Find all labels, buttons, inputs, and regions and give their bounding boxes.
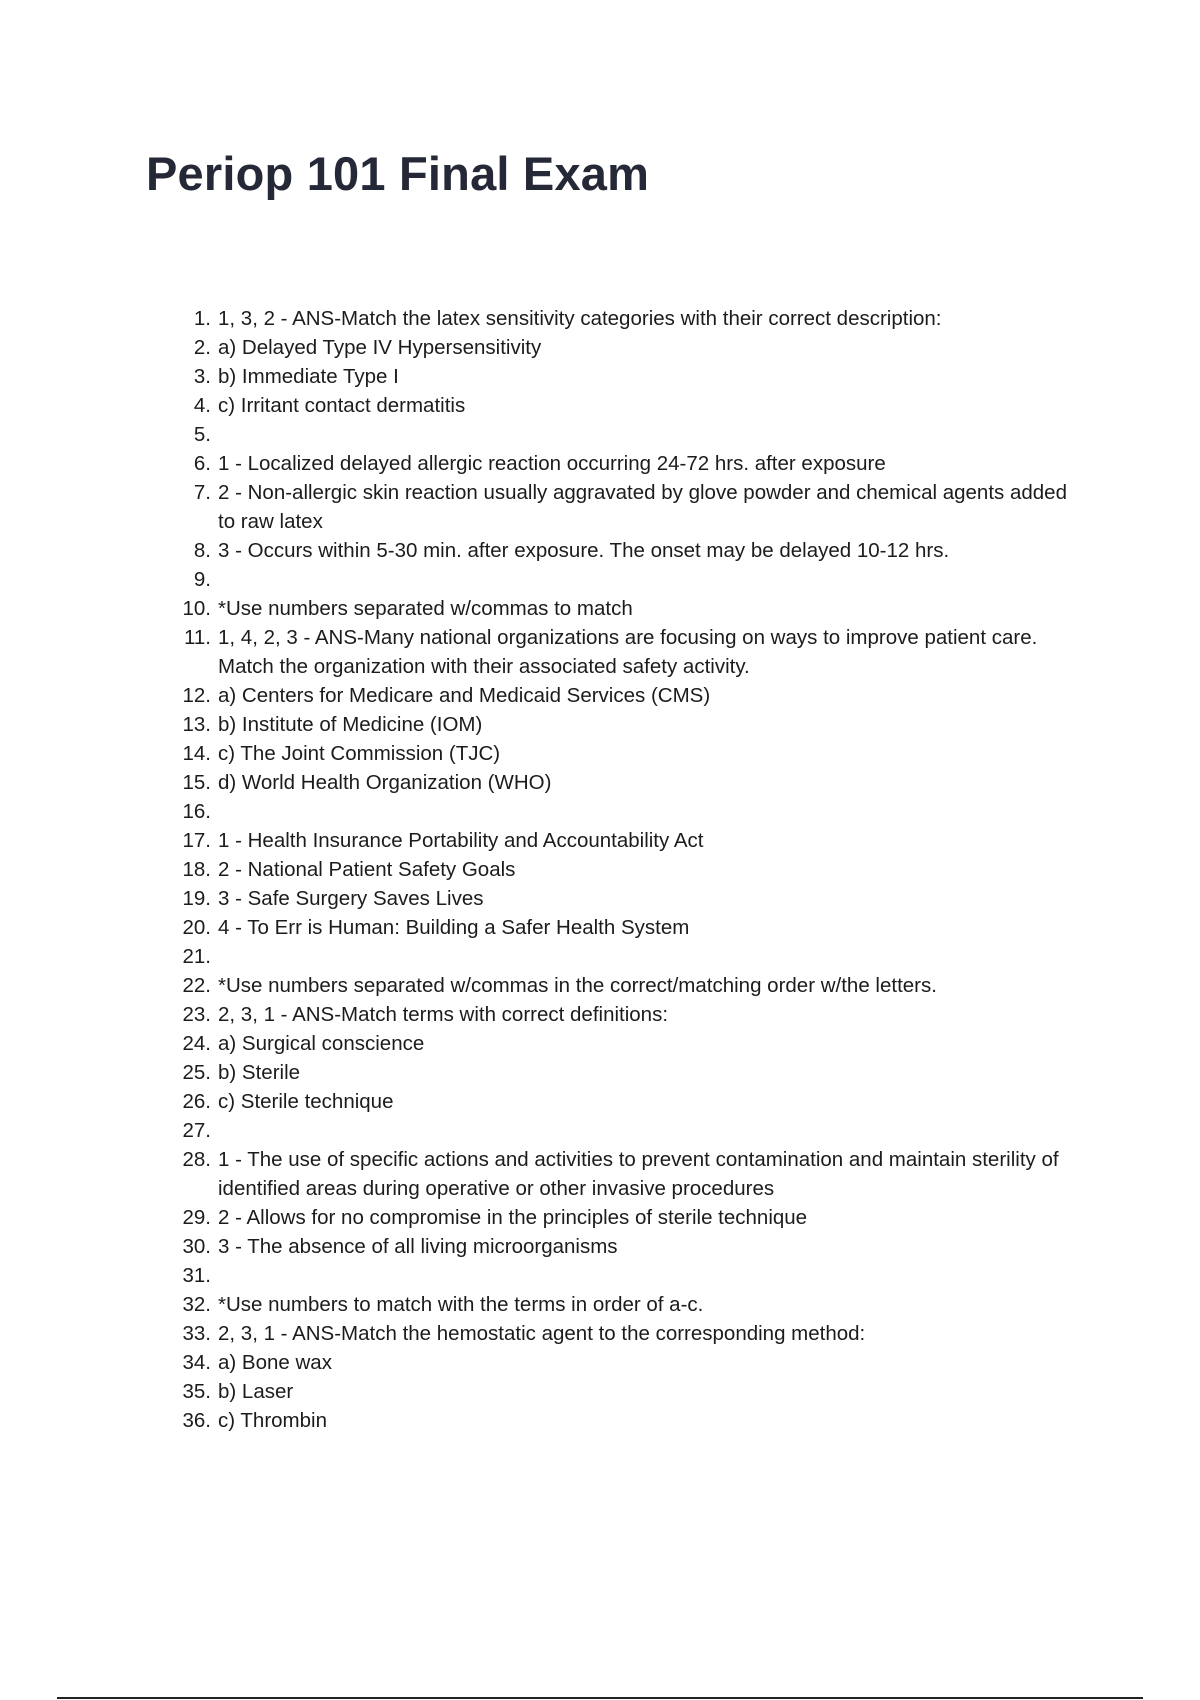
exam-item (0, 1087, 1200, 1116)
page-title: Periop 101 Final Exam (146, 147, 650, 200)
item-number: 21. (182, 945, 211, 968)
exam-item (0, 971, 1200, 1000)
exam-item (0, 362, 1200, 391)
item-number: 18. (182, 858, 211, 881)
item-text: *Use numbers separated w/commas in the correct/matching order w/the letters. (218, 974, 937, 997)
item-text: b) Immediate Type I (218, 365, 399, 388)
exam-item (0, 797, 1200, 826)
item-text: 2, 3, 1 - ANS-Match the hemostatic agent to the corresponding method: (218, 1322, 866, 1345)
item-text: *Use numbers to match with the terms in order of a-c. (218, 1293, 704, 1316)
item-number: 24. (182, 1032, 211, 1055)
exam-item (0, 623, 1200, 681)
item-text: a) Bone wax (218, 1351, 332, 1374)
item-number: 27. (182, 1119, 211, 1142)
exam-item (0, 449, 1200, 478)
exam-item (0, 855, 1200, 884)
item-number: 8. (193, 539, 211, 562)
item-number: 3. (193, 365, 211, 388)
item-number: 6. (193, 452, 211, 475)
exam-item (0, 1377, 1200, 1406)
item-number: 33. (182, 1322, 211, 1345)
exam-item (0, 1145, 1200, 1203)
item-text: a) Centers for Medicare and Medicaid Services (CMS) (218, 684, 711, 707)
exam-item (0, 333, 1200, 362)
item-text: b) Institute of Medicine (IOM) (218, 713, 483, 736)
item-text: a) Delayed Type IV Hypersensitivity (218, 336, 542, 359)
item-number: 13. (182, 713, 211, 736)
exam-item (0, 1058, 1200, 1087)
exam-item (0, 1290, 1200, 1319)
item-number: 4. (193, 394, 211, 417)
item-number: 7. (193, 481, 211, 504)
item-text: c) Sterile technique (218, 1090, 394, 1113)
exam-item (0, 478, 1200, 536)
item-number: 25. (182, 1061, 211, 1084)
item-number: 2. (193, 336, 211, 359)
item-number: 11. (184, 626, 211, 649)
item-text: 3 - Occurs within 5-30 min. after exposure. The onset may be delayed 10-12 hrs. (218, 539, 950, 562)
exam-item (0, 1232, 1200, 1261)
exam-item (0, 420, 1200, 449)
exam-item (0, 1029, 1200, 1058)
item-number: 19. (182, 887, 211, 910)
item-number: 30. (182, 1235, 211, 1258)
item-text: 2 - Allows for no compromise in the principles of sterile technique (218, 1206, 808, 1229)
item-number: 32. (182, 1293, 211, 1316)
exam-item (0, 884, 1200, 913)
item-text: c) Thrombin (218, 1409, 327, 1432)
exam-item (0, 565, 1200, 594)
item-number: 31. (182, 1264, 211, 1287)
item-number: 20. (182, 916, 211, 939)
item-text: a) Surgical conscience (218, 1032, 425, 1055)
exam-item (0, 710, 1200, 739)
exam-item (0, 1116, 1200, 1145)
exam-item (0, 739, 1200, 768)
item-text: d) World Health Organization (WHO) (218, 771, 552, 794)
item-text: c) The Joint Commission (TJC) (218, 742, 501, 765)
item-text: 1 - Health Insurance Portability and Accountability Act (218, 829, 704, 852)
exam-item (0, 1348, 1200, 1377)
item-number: 35. (182, 1380, 211, 1403)
item-text: b) Laser (218, 1380, 294, 1403)
item-number: 12. (182, 684, 211, 707)
exam-item (0, 391, 1200, 420)
item-text: 1, 4, 2, 3 - ANS-Many national organizations are focusing on ways to improve patient care. Match the organization with their associated safety activity. (218, 626, 1038, 678)
exam-item (0, 1203, 1200, 1232)
exam-item (0, 304, 1200, 333)
footer-divider (57, 1697, 1143, 1699)
item-text: 2 - Non-allergic skin reaction usually aggravated by glove powder and chemical agents added to raw latex (218, 481, 1067, 533)
exam-item (0, 1000, 1200, 1029)
exam-item (0, 1319, 1200, 1348)
item-number: 34. (182, 1351, 211, 1374)
item-text: 4 - To Err is Human: Building a Safer Health System (218, 916, 690, 939)
item-text: 3 - Safe Surgery Saves Lives (218, 887, 484, 910)
exam-item (0, 1406, 1200, 1435)
item-text: 1, 3, 2 - ANS-Match the latex sensitivity categories with their correct description: (218, 307, 942, 330)
item-number: 28. (182, 1148, 211, 1171)
exam-item (0, 681, 1200, 710)
exam-item (0, 942, 1200, 971)
item-number: 14. (182, 742, 211, 765)
exam-item-list (0, 304, 1200, 1435)
item-text: 3 - The absence of all living microorganisms (218, 1235, 618, 1258)
item-text: 2 - National Patient Safety Goals (218, 858, 516, 881)
item-text: 2, 3, 1 - ANS-Match terms with correct definitions: (218, 1003, 669, 1026)
item-number: 36. (182, 1409, 211, 1432)
item-number: 23. (182, 1003, 211, 1026)
item-text: 1 - The use of specific actions and activities to prevent contamination and maintain sterility of identified areas during operative or other invasive procedures (218, 1148, 1059, 1200)
exam-item (0, 594, 1200, 623)
item-number: 16. (182, 800, 211, 823)
exam-item (0, 536, 1200, 565)
item-text: b) Sterile (218, 1061, 301, 1084)
item-number: 26. (182, 1090, 211, 1113)
item-text: 1 - Localized delayed allergic reaction occurring 24-72 hrs. after exposure (218, 452, 886, 475)
exam-item (0, 913, 1200, 942)
exam-item (0, 768, 1200, 797)
item-number: 15. (182, 771, 211, 794)
item-number: 17. (182, 829, 211, 852)
item-number: 5. (193, 423, 211, 446)
item-number: 22. (182, 974, 211, 997)
exam-item (0, 1261, 1200, 1290)
item-number: 9. (193, 568, 211, 591)
item-number: 29. (182, 1206, 211, 1229)
item-text: *Use numbers separated w/commas to match (218, 597, 633, 620)
exam-item (0, 826, 1200, 855)
item-number: 1. (193, 307, 211, 330)
item-number: 10. (182, 597, 211, 620)
item-text: c) Irritant contact dermatitis (218, 394, 466, 417)
